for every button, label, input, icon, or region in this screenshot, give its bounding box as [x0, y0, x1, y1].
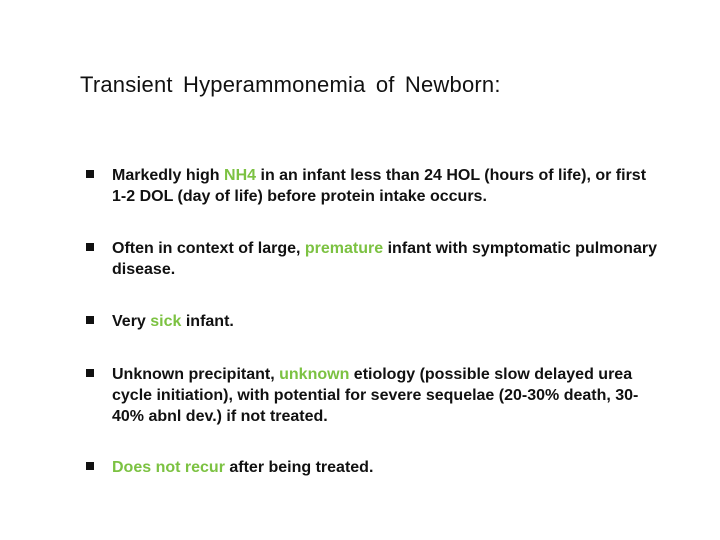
- bullet-text: infant with symptomatic pulmonary disease.: [112, 240, 657, 278]
- bullet-item: [86, 165, 661, 238]
- slide-title: Transient Hyperammonemia of Newborn:: [80, 72, 501, 97]
- bullet-text: etiology (possible slow delayed urea cycle initiation), with potential for severe sequelae (20-30% death, 30-40% abnl dev.) if not treated.: [112, 366, 639, 425]
- bullet-highlight: NH4: [224, 167, 257, 184]
- square-bullet-icon: [86, 462, 94, 470]
- bullet-highlight: premature: [304, 240, 384, 257]
- square-bullet-icon: [86, 170, 94, 178]
- square-bullet-icon: [86, 316, 94, 324]
- bullet-item: [86, 457, 661, 487]
- bullet-text: Very: [112, 313, 151, 330]
- bullet-text: Markedly high: [112, 167, 225, 184]
- bullet-highlight: Does not recur: [112, 459, 225, 476]
- bullet-highlight: sick: [150, 313, 182, 330]
- bullet-text: in an infant less than 24 HOL (hours of life), or first 1-2 DOL (day of life) before protein intake occurs.: [112, 167, 647, 205]
- bullet-text: Often in context of large,: [112, 240, 305, 257]
- bullet-item: [86, 311, 661, 364]
- square-bullet-icon: [86, 243, 94, 251]
- bullet-item: [86, 238, 661, 311]
- bullet-text: Unknown precipitant,: [112, 366, 280, 383]
- bullet-text: after being treated.: [224, 459, 374, 476]
- bullet-text: infant.: [181, 313, 234, 330]
- bullet-list: [86, 165, 661, 487]
- bullet-highlight: unknown: [279, 366, 350, 383]
- square-bullet-icon: [86, 369, 94, 377]
- bullet-item: [86, 364, 661, 457]
